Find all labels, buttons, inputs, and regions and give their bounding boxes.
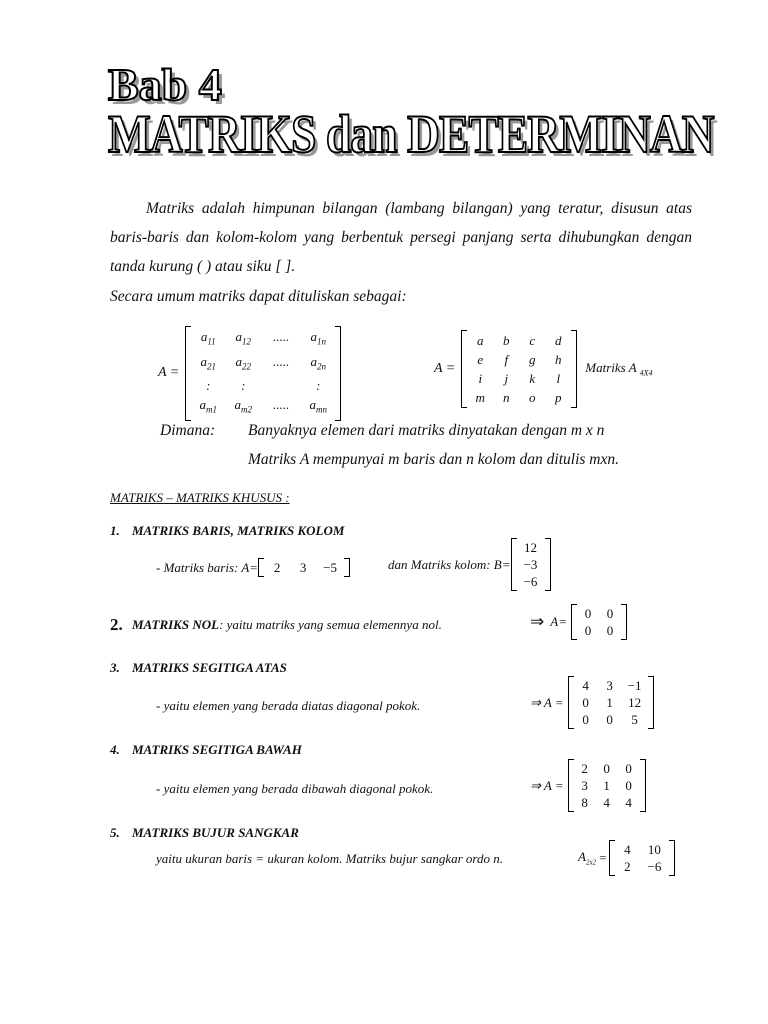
intro-general: Secara umum matriks dapat dituliskan sebagai: (110, 288, 407, 305)
matrix-cell: 10 (647, 842, 661, 857)
special-heading: MATRIKS – MATRIKS KHUSUS : (110, 490, 290, 505)
section-title: MATRIKS SEGITIGA BAWAH (132, 742, 302, 757)
section-5-heading (110, 825, 299, 841)
section-number: 1. (110, 523, 120, 538)
square-matrix-label (578, 849, 596, 867)
matrix-cell: d (555, 333, 562, 348)
label-sub: 2x2 (585, 858, 597, 867)
section-1-heading (110, 523, 344, 539)
matrix-cell: $a_{2n}$ (310, 353, 326, 372)
matrix-cell: $a_{12}$ (235, 329, 251, 347)
matrix-cell: 4 (624, 842, 631, 857)
implies-arrow: ⇒ (530, 612, 545, 631)
row-matrix-label: - Matriks baris: A= (156, 559, 259, 575)
example-matrix-caption (585, 360, 652, 378)
lower-matrix-label: ⇒ A = (530, 777, 564, 793)
upper-matrix-label: ⇒ A = (530, 694, 564, 710)
matrix-cell: : (241, 378, 246, 394)
matrix-cell: a (477, 333, 484, 348)
matrix-cell: $a_{1n}$ (310, 329, 326, 347)
section-title: MATRIKS NOL (132, 617, 220, 632)
matrix-cell: f (504, 352, 509, 367)
section-2-heading (110, 615, 442, 635)
matrix-cell: 1 (606, 695, 613, 710)
caption-text: Matriks A (585, 360, 637, 376)
matrix-cell: 1 (603, 778, 610, 793)
matrix-cell: 3 (581, 778, 588, 793)
matrix-cell: 4 (625, 795, 632, 810)
matrix-cell: 4 (582, 678, 589, 693)
col-matrix-label: dan Matriks kolom: B= (388, 556, 511, 572)
matrix-cell: ..... (273, 329, 290, 344)
equals-sign: = (599, 850, 607, 865)
matrix-cell: 0 (603, 761, 610, 776)
matrix-cell: ..... (273, 353, 290, 369)
matrix-cell: : (206, 378, 211, 394)
matrix-cell: 12 (628, 695, 642, 710)
matrix-cell: c (529, 333, 536, 348)
section-title: MATRIKS BUJUR SANGKAR (132, 825, 299, 840)
section-number: 5. (110, 825, 120, 840)
matrix-cell: h (555, 352, 562, 367)
section-3-heading (110, 660, 287, 676)
matrix-cell (261, 376, 301, 395)
matrix-cell: 0 (584, 623, 592, 638)
general-matrix-label: A = (158, 365, 180, 381)
matrix-cell: i (478, 371, 483, 386)
matrix-cell: $a_{22}$ (235, 353, 251, 372)
matrix-cell: 0 (582, 695, 589, 710)
row-matrix-example (156, 558, 350, 577)
dimana-label: Dimana: (160, 422, 216, 439)
square-matrix-bracket (609, 840, 675, 876)
lower-matrix-bracket (568, 759, 646, 812)
matrix-cell: n (503, 390, 510, 405)
dimana-line1: Banyaknya elemen dari matriks dinyatakan dengan m x n (248, 422, 605, 439)
chapter-title: Bab 4 (108, 59, 222, 110)
square-matrix-example (578, 840, 675, 876)
section-3-desc: - yaitu elemen yang berada diatas diagonal pokok. (156, 698, 421, 713)
zero-matrix-bracket (571, 604, 627, 640)
general-matrix (158, 326, 341, 421)
matrix-cell: −3 (523, 557, 538, 572)
matrix-cell: 8 (581, 795, 588, 810)
upper-matrix-bracket (568, 676, 654, 729)
section-number: 3. (110, 660, 120, 675)
col-matrix-example (388, 538, 551, 591)
section-5-desc: yaitu ukuran baris = ukuran kolom. Matriks bujur sangkar ordo n. (156, 851, 504, 866)
matrix-cell: : (316, 378, 321, 394)
matrix-cell: e (477, 352, 484, 367)
matrix-cell: 0 (582, 712, 589, 727)
matrix-cell: 0 (625, 778, 632, 793)
matrix-cell: g (529, 352, 536, 367)
matrix-cell: 0 (584, 606, 592, 621)
section-title: MATRIKS SEGITIGA ATAS (132, 660, 287, 675)
matrix-cell: 0 (625, 761, 632, 776)
section-title: MATRIKS BARIS, MATRIKS KOLOM (132, 523, 345, 538)
zero-matrix-example (530, 604, 627, 640)
section-4-heading (110, 742, 302, 758)
section-number: 4. (110, 742, 120, 757)
matrix-cell: $a_{21}$ (200, 353, 216, 372)
dimana-line2: Matriks A mempunyai m baris dan n kolom dan ditulis mxn. (248, 451, 619, 468)
example-matrix (434, 330, 653, 408)
section-4-desc: - yaitu elemen yang berada dibawah diagonal pokok. (156, 781, 434, 796)
row-matrix-bracket (258, 558, 350, 577)
upper-triangular-matrix (530, 676, 654, 729)
matrix-cell: 0 (606, 606, 614, 621)
matrix-cell: 12 (524, 540, 538, 555)
matrix-cell: k (529, 371, 536, 386)
section-desc: : yaitu matriks yang semua elemennya nol. (219, 617, 442, 632)
general-matrix-bracket (185, 326, 341, 421)
matrix-cell: 2 (624, 859, 631, 874)
matrix-cell: $a_{11}$ (200, 329, 216, 347)
matrix-cell: 5 (631, 712, 638, 727)
matrix-cell: j (504, 371, 509, 386)
matrix-cell: m (475, 390, 485, 405)
section-number: 2. (110, 615, 123, 634)
matrix-cell: 0 (606, 712, 613, 727)
matrix-cell: −6 (647, 859, 662, 874)
lower-triangular-matrix (530, 759, 646, 812)
matrix-cell: l (556, 371, 561, 386)
matrix-cell: −6 (523, 574, 538, 589)
matrix-cell: ..... (273, 397, 290, 413)
matrix-cell: 2 (581, 761, 588, 776)
page-title: MATRIKS dan DETERMINAN (108, 104, 714, 164)
matrix-cell: 2 (273, 560, 281, 575)
matrix-cell: p (555, 390, 562, 405)
intro-paragraph: Matriks adalah himpunan bilangan (lambang bilangan) yang teratur, disusun atas baris-baris dan kolom-kolom yang berbentuk persegi panjang serta dihubungkan dengan tanda kurung ( ) atau siku [ ]. (110, 200, 692, 275)
matrix-cell: −1 (627, 678, 642, 693)
col-matrix-bracket (511, 538, 551, 591)
matrix-cell: $a_{mn}$ (309, 397, 327, 415)
matrix-cell: −5 (323, 560, 337, 575)
matrix-cell: o (529, 390, 536, 405)
matrix-cell: $a_{m2}$ (234, 397, 252, 415)
matrix-cell: 3 (299, 560, 307, 575)
matrix-cell: 4 (603, 795, 610, 810)
matrix-cell: b (503, 333, 510, 348)
zero-matrix-label: A= (550, 614, 567, 629)
caption-sub: 4X4 (639, 368, 653, 378)
matrix-cell: $a_{m1}$ (199, 397, 217, 415)
matrix-cell: 3 (606, 678, 613, 693)
label-a: A (578, 849, 586, 865)
matrix-cell: 0 (606, 623, 614, 638)
example-matrix-label: A = (434, 361, 456, 376)
example-matrix-bracket (461, 330, 577, 408)
